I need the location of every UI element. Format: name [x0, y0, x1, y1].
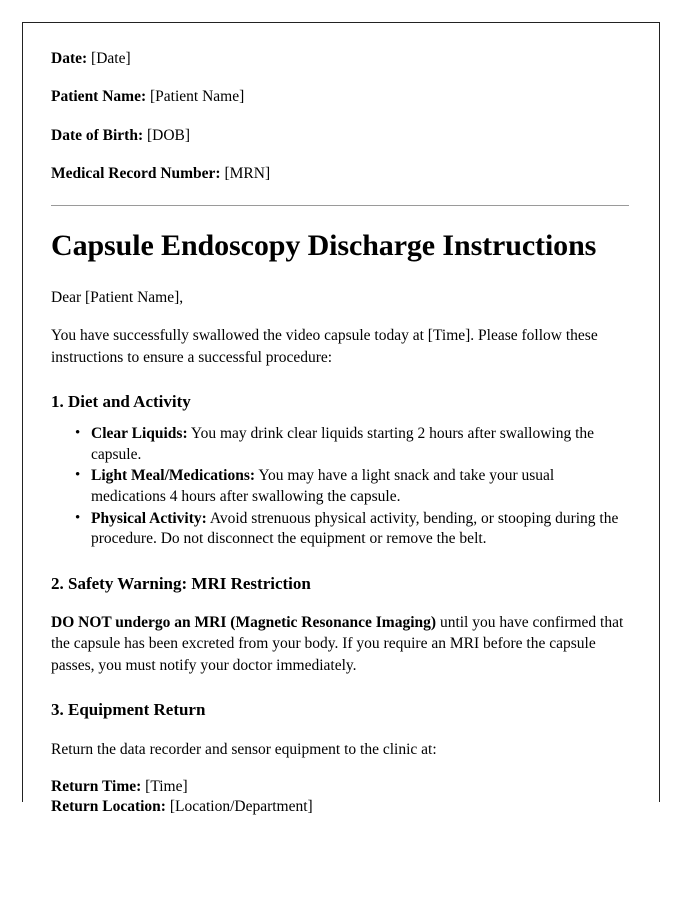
return-time-value: [Time] [145, 778, 188, 796]
meta-row-date-of-birth [51, 126, 629, 145]
bullet-icon: • [75, 509, 81, 526]
meta-label-date: Date: [51, 50, 88, 67]
list-item [75, 424, 629, 465]
bullet-icon: • [75, 425, 81, 442]
return-details-block [51, 777, 629, 816]
bullet-lead-label: Physical Activity: [91, 509, 207, 527]
mri-warning-text: until you have confirmed that the capsule has been excreted from your body. If you require an MRI before the capsule passes, you must notify your doctor immediately. [51, 613, 624, 674]
mri-warning-lead: DO NOT undergo an MRI (Magnetic Resonance Imaging) [51, 613, 437, 631]
document-page [22, 22, 660, 815]
intro-paragraph: You have successfully swallowed the video capsule today at [Time]. Please follow these instructions to ensure a successful procedure: [51, 327, 598, 366]
document-body [23, 23, 659, 816]
section-heading-safety-warning: 2. Safety Warning: MRI Restriction [51, 573, 311, 593]
meta-label-date-of-birth: Date of Birth: [51, 126, 144, 144]
header-divider [51, 205, 629, 206]
meta-row-patient-name [51, 87, 629, 106]
meta-value-date: [Date] [91, 50, 131, 67]
meta-label-patient-name: Patient Name: [51, 88, 147, 106]
mri-warning-paragraph [51, 612, 629, 676]
meta-value-date-of-birth: [DOB] [147, 126, 191, 144]
bullet-lead-label: Light Meal/Medications: [91, 467, 256, 485]
list-item [75, 509, 629, 550]
patient-header-block [51, 49, 629, 184]
bullet-icon: • [75, 467, 81, 484]
salutation: Dear [Patient Name], [51, 289, 184, 307]
meta-row-medical-record-number [51, 164, 629, 183]
meta-label-medical-record-number: Medical Record Number: [51, 165, 221, 183]
section-heading-diet-and-activity: 1. Diet and Activity [51, 391, 191, 411]
return-location-value: [Location/Department] [169, 797, 313, 815]
meta-value-patient-name: [Patient Name] [150, 88, 245, 106]
return-time-label: Return Time: [51, 778, 142, 796]
equipment-return-paragraph: Return the data recorder and sensor equipment to the clinic at: [51, 741, 437, 759]
meta-value-medical-record-number: [MRN] [224, 165, 271, 183]
return-location-label: Return Location: [51, 797, 166, 815]
diet-and-activity-list [51, 424, 629, 550]
bullet-lead-label: Clear Liquids: [91, 425, 188, 443]
meta-row-date [51, 49, 629, 68]
bullet-text: Avoid strenuous physical activity, bending, or stooping during the procedure. Do not disconnect the equipment or remove the belt. [91, 509, 619, 548]
bullet-text: You may have a light snack and take your usual medications 4 hours after swallowing the capsule. [91, 467, 555, 505]
bullet-text: You may drink clear liquids starting 2 hours after swallowing the capsule. [91, 425, 595, 463]
list-item [75, 466, 629, 507]
section-heading-equipment-return: 3. Equipment Return [51, 699, 206, 719]
page-title: Capsule Endoscopy Discharge Instructions [51, 228, 597, 262]
